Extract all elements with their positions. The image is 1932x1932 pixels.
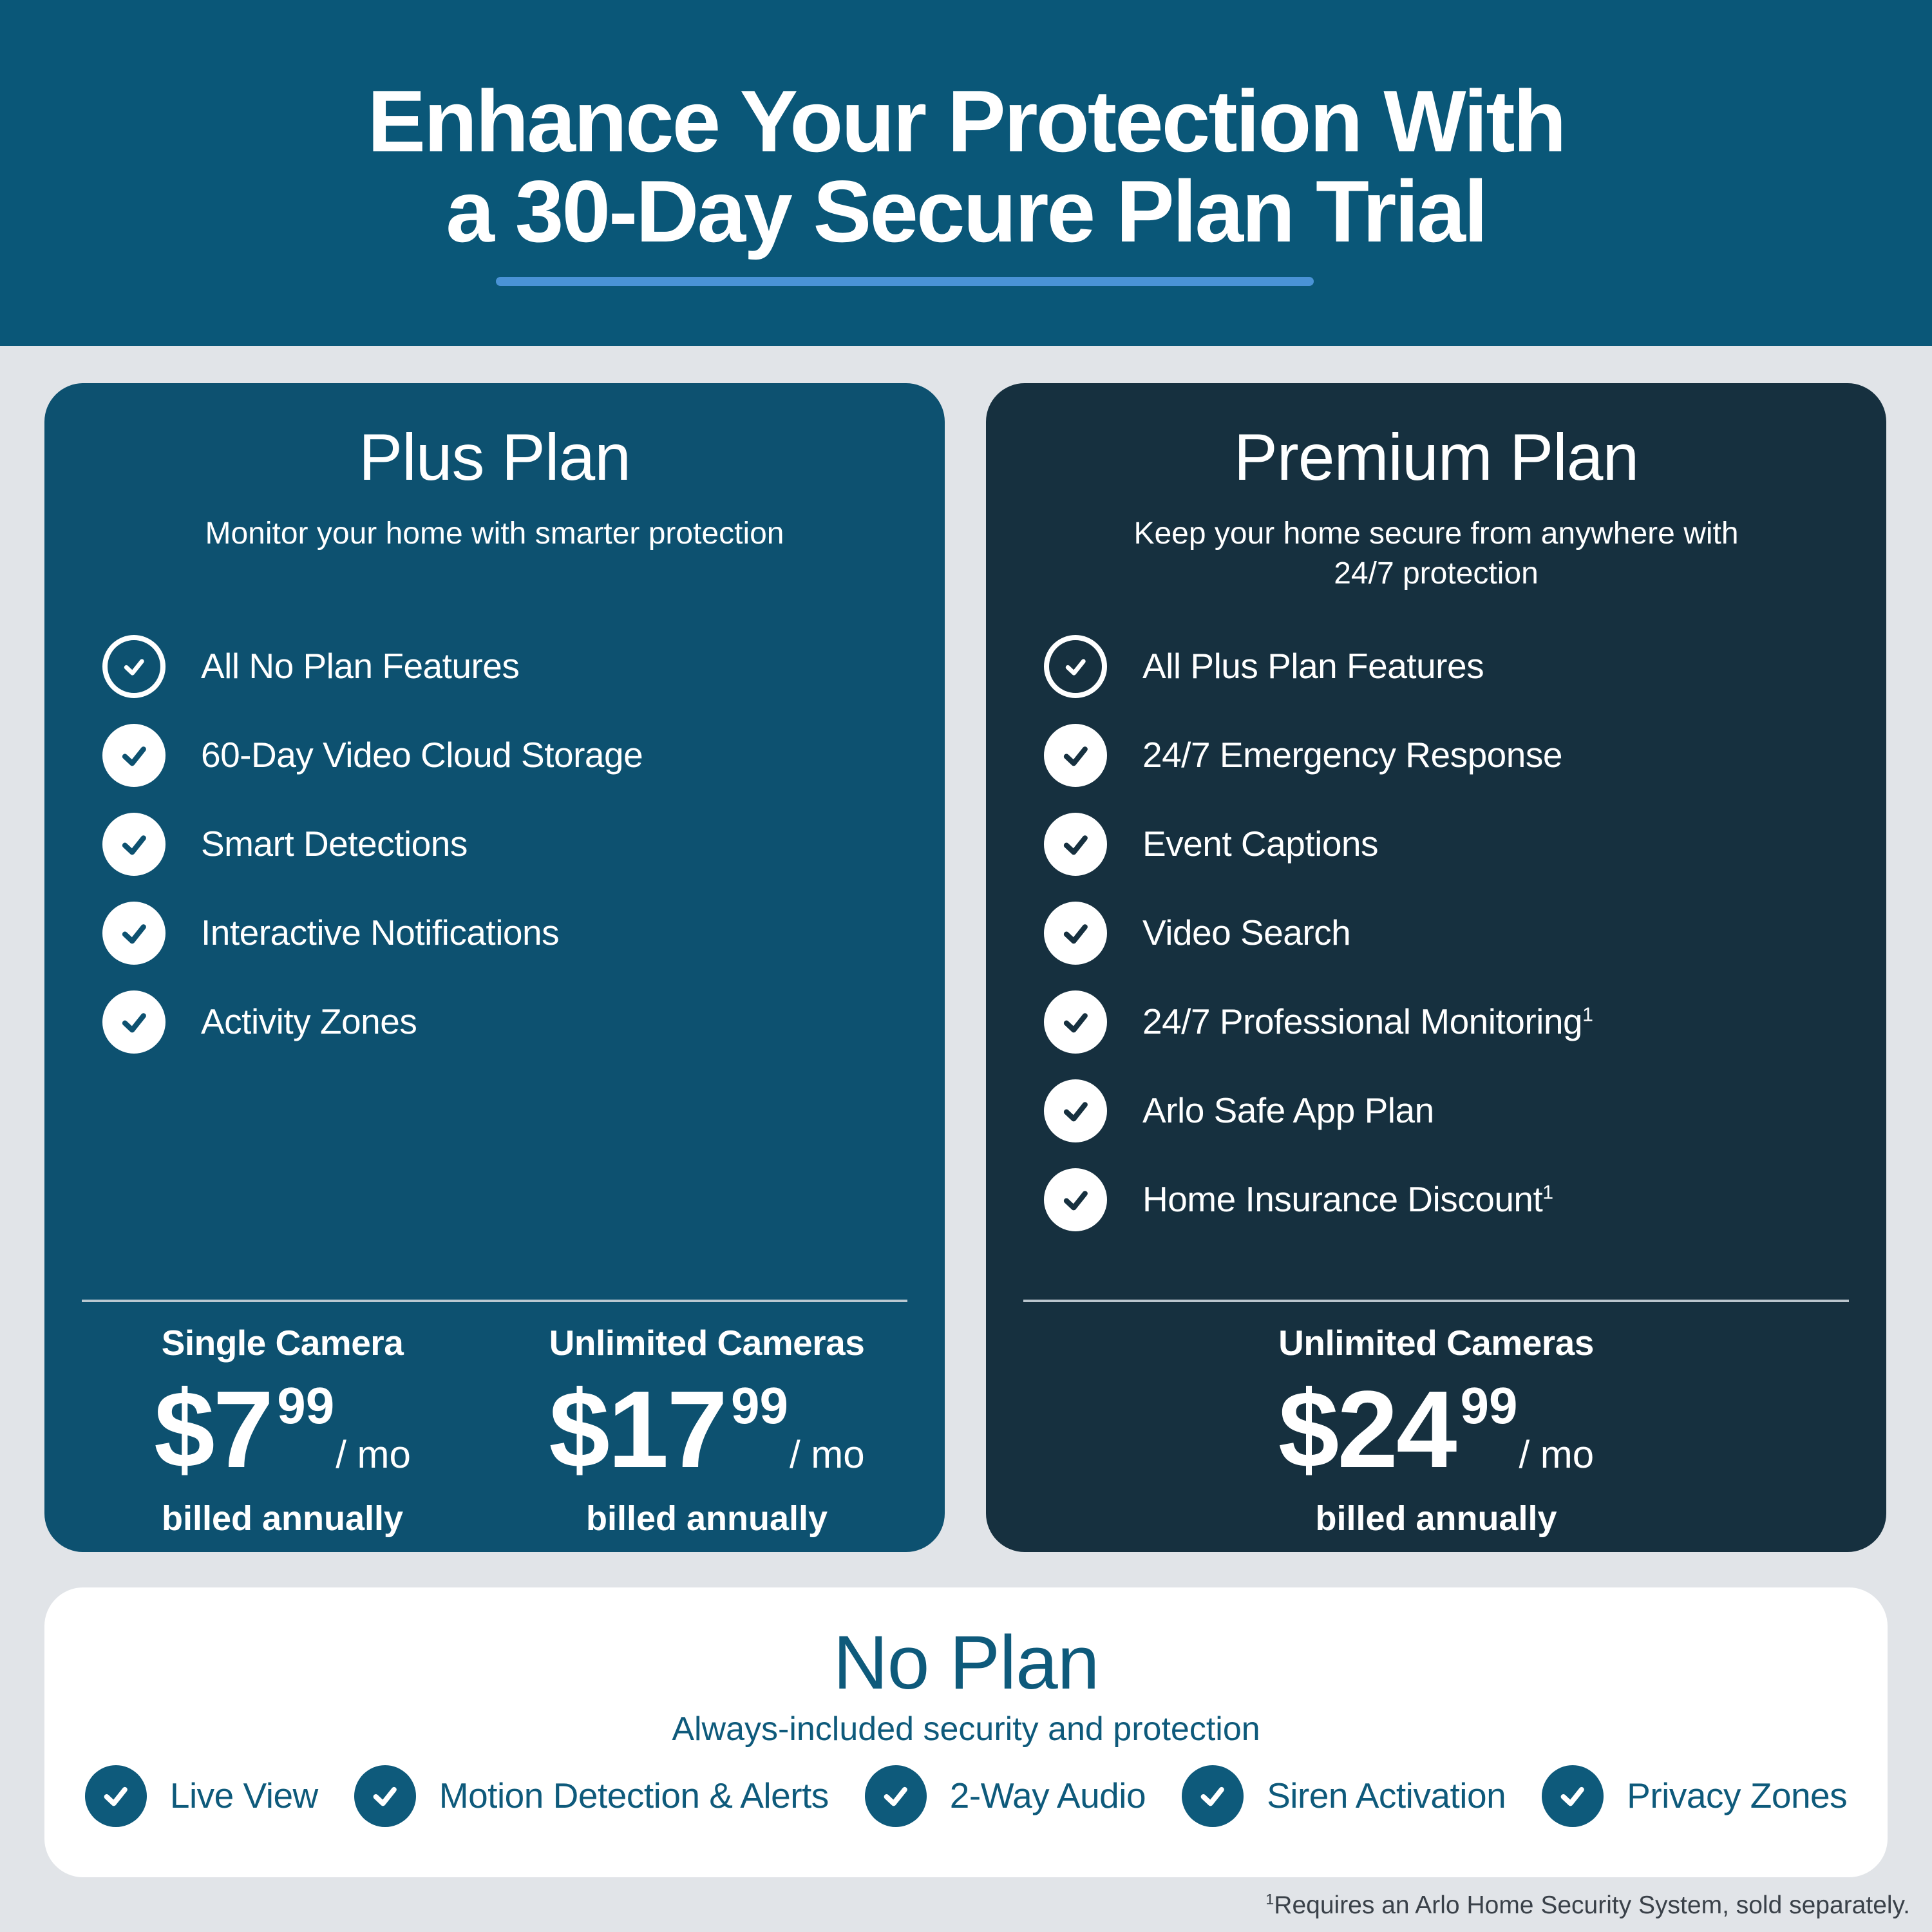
feature-row [102, 634, 919, 699]
check-circle-icon [354, 1765, 416, 1827]
feature-row [865, 1765, 1146, 1827]
check-circle-icon [102, 724, 166, 787]
page-title-line2: a 30-Day Secure Plan Trial [446, 162, 1486, 260]
feature-label: Video Search [1142, 913, 1351, 953]
feature-row [85, 1765, 318, 1827]
price-value [70, 1368, 495, 1491]
feature-label: Event Captions [1142, 824, 1378, 864]
check-circle-outline-icon [102, 635, 166, 698]
check-circle-icon [865, 1765, 927, 1827]
feature-row [102, 990, 919, 1054]
plan-card-plus [44, 383, 945, 1552]
price-option-unlimited-cameras [495, 1322, 919, 1539]
price-billing: billed annually [585, 1499, 828, 1538]
price-label: Single Camera [161, 1323, 404, 1363]
feature-label: Motion Detection & Alerts [439, 1776, 829, 1816]
feature-label: Activity Zones [201, 1001, 417, 1042]
feature-label: All Plus Plan Features [1142, 646, 1484, 687]
check-circle-icon [85, 1765, 147, 1827]
price-value [1012, 1368, 1861, 1491]
price-label: Unlimited Cameras [1278, 1323, 1594, 1363]
feature-row [1044, 723, 1861, 788]
page-title [0, 72, 1932, 260]
feature-row [1044, 812, 1861, 876]
check-circle-icon [102, 902, 166, 965]
premium-feature-list [986, 634, 1886, 1232]
feature-row [1542, 1765, 1847, 1827]
check-circle-icon [102, 990, 166, 1054]
feature-row [102, 901, 919, 965]
title-underline [496, 277, 1314, 286]
feature-label: All No Plan Features [201, 646, 520, 687]
page-title-line1: Enhance Your Protection With [367, 72, 1565, 170]
feature-row [102, 812, 919, 876]
check-circle-icon [1044, 902, 1107, 965]
check-circle-icon [102, 813, 166, 876]
feature-row [354, 1765, 829, 1827]
price-option-single-camera [70, 1322, 495, 1539]
feature-row [1044, 634, 1861, 699]
price-amount: $17 [549, 1368, 726, 1491]
plan-card-no-plan [44, 1587, 1888, 1877]
divider [1023, 1300, 1849, 1302]
no-plan-tagline: Always-included security and protection [672, 1710, 1260, 1748]
plan-card-premium [986, 383, 1886, 1552]
feature-label: Privacy Zones [1627, 1776, 1848, 1816]
price-cents: 99 [277, 1377, 335, 1434]
price-per: / mo [1519, 1433, 1595, 1476]
price-billing: billed annually [161, 1499, 404, 1538]
header-banner [0, 0, 1932, 346]
feature-label: Siren Activation [1267, 1776, 1506, 1816]
check-circle-icon [1542, 1765, 1604, 1827]
feature-row [1182, 1765, 1506, 1827]
footnote-text: Requires an Arlo Home Security System, sold separately. [1274, 1891, 1910, 1919]
feature-label: 24/7 Professional Monitoring$^1$ [1142, 1001, 1593, 1042]
check-circle-icon [1044, 1168, 1107, 1231]
footnote-sup: 1 [1265, 1891, 1274, 1908]
premium-pricing [986, 1322, 1886, 1539]
feature-label: Arlo Safe App Plan [1142, 1090, 1434, 1131]
feature-label: 2-Way Audio [949, 1776, 1146, 1816]
plus-pricing [44, 1322, 945, 1539]
check-circle-icon [1044, 990, 1107, 1054]
feature-row [1044, 901, 1861, 965]
price-cents: 99 [1460, 1377, 1518, 1434]
feature-row [1044, 990, 1861, 1054]
feature-label: Smart Detections [201, 824, 468, 864]
divider [82, 1300, 907, 1302]
check-circle-icon [1044, 813, 1107, 876]
feature-label: 60-Day Video Cloud Storage [201, 735, 643, 775]
check-circle-icon [1044, 1079, 1107, 1142]
feature-label: Live View [169, 1776, 318, 1816]
price-cents: 99 [730, 1377, 788, 1434]
feature-row [1044, 1079, 1861, 1143]
no-plan-title: No Plan [833, 1620, 1099, 1705]
price-billing: billed annually [1315, 1499, 1557, 1538]
footnote [1265, 1891, 1910, 1920]
check-circle-outline-icon [1044, 635, 1107, 698]
check-circle-icon [1182, 1765, 1244, 1827]
plus-feature-list [44, 634, 945, 1054]
plus-plan-title: Plus Plan [359, 421, 630, 494]
price-label: Unlimited Cameras [549, 1323, 865, 1363]
price-amount: $24 [1278, 1368, 1455, 1491]
feature-row [1044, 1168, 1861, 1232]
feature-label: 24/7 Emergency Response [1142, 735, 1562, 775]
price-value [495, 1368, 919, 1491]
feature-row [102, 723, 919, 788]
feature-label: Interactive Notifications [201, 913, 560, 953]
check-circle-icon [1044, 724, 1107, 787]
premium-plan-title: Premium Plan [1233, 421, 1639, 494]
price-option-unlimited-cameras [1012, 1322, 1861, 1539]
no-plan-feature-list [44, 1765, 1888, 1827]
price-amount: $7 [154, 1368, 272, 1491]
premium-plan-tagline: Keep your home secure from anywhere with 24/7 protection [1133, 516, 1739, 591]
price-per: / mo [789, 1433, 865, 1476]
plus-plan-tagline: Monitor your home with smarter protection [205, 516, 784, 551]
price-per: / mo [336, 1433, 411, 1476]
feature-label: Home Insurance Discount$^1$ [1142, 1179, 1553, 1220]
